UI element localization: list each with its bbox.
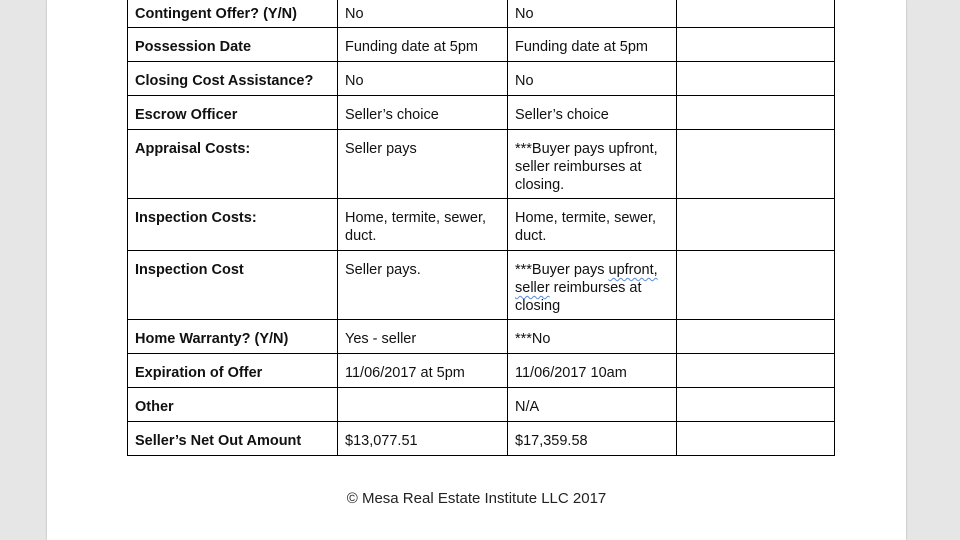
row-label: Appraisal Costs:: [128, 130, 338, 199]
row-label: Inspection Costs:: [128, 199, 338, 251]
row-label: Escrow Officer: [128, 96, 338, 130]
offer1-cell: Seller pays: [338, 130, 508, 199]
offer2-cell: Seller’s choice: [508, 96, 677, 130]
empty-cell: [677, 251, 835, 320]
empty-cell: [677, 0, 835, 28]
offer1-cell: No: [338, 0, 508, 28]
table-row: [128, 320, 835, 354]
table-row: [128, 28, 835, 62]
row-label: Contingent Offer? (Y/N): [128, 0, 338, 28]
table-row: [128, 422, 835, 456]
row-label: Inspection Cost: [128, 251, 338, 320]
offer1-cell: Yes - seller: [338, 320, 508, 354]
offer-comparison-table: [127, 0, 835, 456]
table-row: [128, 96, 835, 130]
empty-cell: [677, 28, 835, 62]
offer1-cell: Seller pays.: [338, 251, 508, 320]
offer2-cell: 11/06/2017 10am: [508, 354, 677, 388]
empty-cell: [677, 96, 835, 130]
offer2-text: reimburses at closing: [515, 280, 642, 314]
row-label: Seller’s Net Out Amount: [128, 422, 338, 456]
document-page: [47, 0, 906, 540]
table-row: [128, 388, 835, 422]
offer2-cell: Home, termite, sewer, duct.: [508, 199, 677, 251]
empty-cell: [677, 422, 835, 456]
offer1-cell: $13,077.51: [338, 422, 508, 456]
table-row: [128, 251, 835, 320]
empty-cell: [677, 62, 835, 96]
empty-cell: [677, 320, 835, 354]
row-label: Home Warranty? (Y/N): [128, 320, 338, 354]
offer2-cell: [508, 251, 677, 320]
row-label: Expiration of Offer: [128, 354, 338, 388]
spellcheck-flagged-text[interactable]: seller: [515, 280, 550, 296]
offer2-cell: N/A: [508, 388, 677, 422]
offer1-cell: Home, termite, sewer, duct.: [338, 199, 508, 251]
table-row: [128, 199, 835, 251]
offer1-cell: No: [338, 62, 508, 96]
table-row: [128, 354, 835, 388]
offer1-cell: [338, 388, 508, 422]
row-label: Other: [128, 388, 338, 422]
empty-cell: [677, 354, 835, 388]
row-label: Closing Cost Assistance?: [128, 62, 338, 96]
table-row: [128, 62, 835, 96]
offer2-cell: Funding date at 5pm: [508, 28, 677, 62]
offer1-cell: 11/06/2017 at 5pm: [338, 354, 508, 388]
empty-cell: [677, 199, 835, 251]
offer2-text: ***Buyer pays: [515, 262, 609, 278]
offer2-cell: No: [508, 0, 677, 28]
offer1-cell: Funding date at 5pm: [338, 28, 508, 62]
empty-cell: [677, 130, 835, 199]
empty-cell: [677, 388, 835, 422]
offer2-cell: No: [508, 62, 677, 96]
offer2-cell: ***Buyer pays upfront, seller reimburses at closing.: [508, 130, 677, 199]
copyright-footer: © Mesa Real Estate Institute LLC 2017: [346, 490, 607, 507]
row-label: Possession Date: [128, 28, 338, 62]
offer2-cell: $17,359.58: [508, 422, 677, 456]
table-row: [128, 130, 835, 199]
offer2-cell: ***No: [508, 320, 677, 354]
table-row: [128, 0, 835, 28]
offer1-cell: Seller’s choice: [338, 96, 508, 130]
spellcheck-flagged-text[interactable]: upfront,: [608, 262, 658, 278]
